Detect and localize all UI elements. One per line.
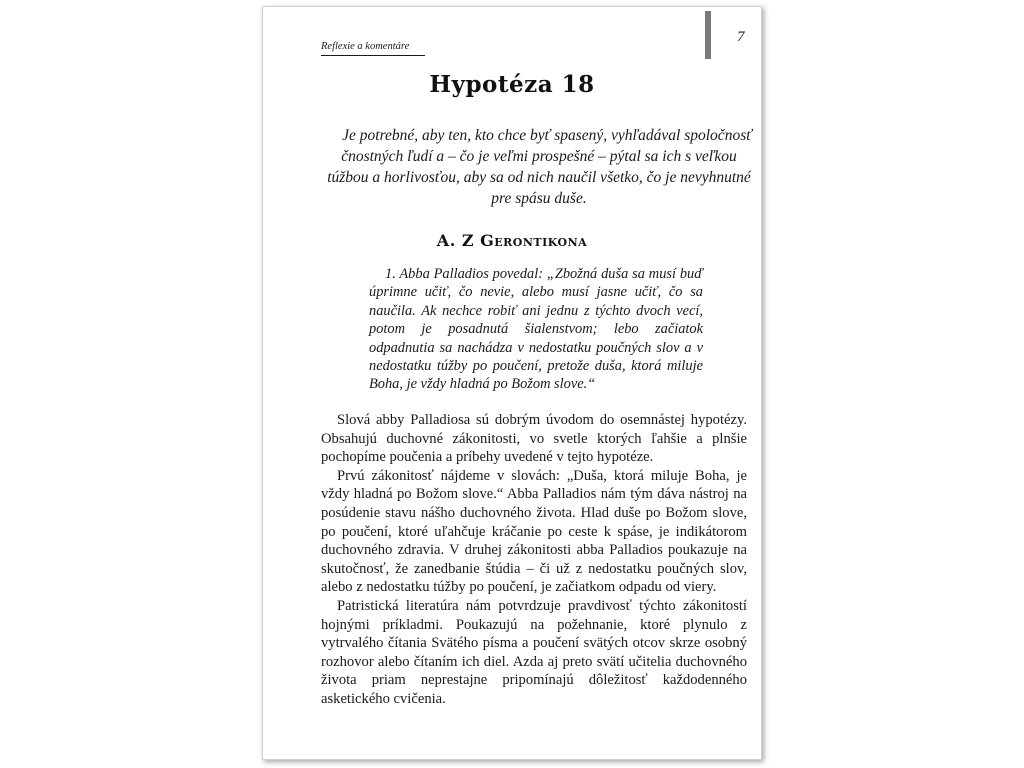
chapter-title: Hypotéza 18 <box>429 71 595 98</box>
running-head: Reflexie a komentáre <box>321 41 425 56</box>
body-paragraph: Prvú zákonitosť nájdeme v slovách: „Duša, ktorá miluje Boha, je vždy hladná po Božom slove.“ Abba Palladios nám tým dáva nástroj na posúdenie stavu nášho duchovného života. Hlad duše po Božom slove, po poučení, ktoré uľahčuje kráčanie po ceste k spáse, je indikátorom duchovného zdravia. V druhej zákonitosti abba Palladios poukazuje na skutočnosť, že zanedbanie štúdia – či už z nedostatku poučných slov, alebo z nedostatku túžby po poučení, je začiatkom odpadu od viery. <box>321 467 747 596</box>
hypothesis-statement: Je potrebné, aby ten, kto chce byť spasený, vyhľadával spoločnosť čnostných ľudí a – čo je veľmi prospešné – pýtal sa ich s veľkou túžbou a horlivosťou, aby sa od nich naučil všetko, čo je nevyhnutné pre spásu duše. <box>327 127 752 207</box>
gerontikon-quote: 1. Abba Palladios povedal: „Zbožná duša sa musí buď úprimne učiť, čo nevie, alebo musí jasne učiť, čo sa naučila. Ak nechce robiť ani jednu z týchto dvoch vecí, potom je posadnutá šialenstvom; lebo začiatok odpadnutia sa nachádza v nedostatku poučných slov a v nedostatku túžby po poučení, pretože duša, ktorá miluje Boha, je vždy hladná po Božom slove.“ <box>369 266 703 393</box>
body-paragraph: Patristická literatúra nám potvrdzuje pravdivosť týchto zákonitostí hojnými príkladmi. Poukazujú na požehnanie, ktoré plynulo z vytrvalého čítania Svätého písma a poučení svätých otcov skrze osobný rozhovor alebo čítaním ich diel. Azda aj preto svätí učitelia duchovného života priam neprestajne pripomínajú dôležitosť každodenného asketického cvičenia. <box>321 597 747 707</box>
page-number: 7 <box>737 29 745 45</box>
section-title: A. Z Gerontikona <box>436 231 588 250</box>
body-paragraph: Slová abby Palladiosa sú dobrým úvodom do osemnástej hypotézy. Obsahujú duchovné zákonitosti, vo svetle ktorých ľahšie a plnšie pochopíme poučenia a príbehy uvedené v tejto hypotéze. <box>321 412 747 466</box>
body-text <box>321 411 747 709</box>
header-bar <box>705 11 711 59</box>
book-page <box>262 6 762 760</box>
